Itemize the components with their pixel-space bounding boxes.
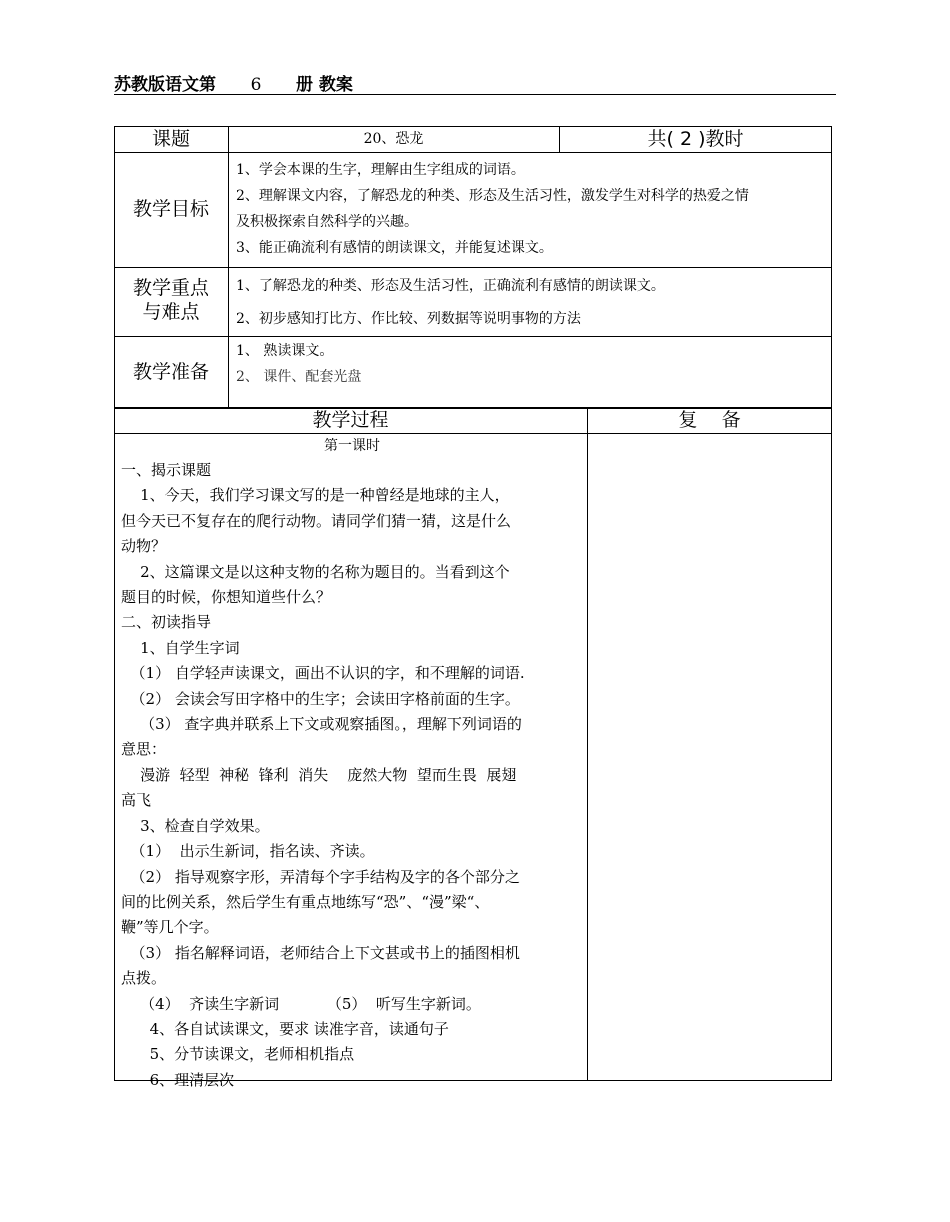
process-line: 题目的时候，你想知道些什么？ bbox=[121, 588, 332, 607]
objective-line: 2、理解课文内容，了解恐龙的种类、形态及生活习性，激发学生对科学的热爱之情 bbox=[236, 188, 749, 204]
process-line: 1、自学生字词 bbox=[121, 638, 240, 657]
process-line: 间的比例关系，然后学生有重点地练写“恐”、“漫”梁“、 bbox=[121, 892, 490, 911]
process-line: 2、这篇课文是以这种支物的名称为题目的。当看到这个 bbox=[121, 562, 510, 581]
process-line: 5、分节读课文，老师相机指点 bbox=[121, 1045, 355, 1064]
process-line: （1） 自学轻声读课文，画出不认识的字，和不理解的词语. bbox=[121, 664, 525, 683]
process-line: （3） 查字典并联系上下文或观察插图。，理解下列词语的 bbox=[121, 715, 522, 734]
topic-value: 20、恐龙 bbox=[363, 131, 424, 147]
header-prefix: 苏教版语文第 bbox=[114, 75, 216, 95]
process-line: 意思： bbox=[121, 740, 167, 759]
document-header bbox=[114, 68, 836, 95]
review-header: 复 备 bbox=[678, 409, 741, 431]
objectives-label: 教学目标 bbox=[132, 198, 209, 220]
preparation-line: 2、 课件、配套光盘 bbox=[236, 369, 362, 385]
key-point-line: 2、初步感知打比方、作比较、列数据等说明事物的方法 bbox=[236, 311, 581, 327]
process-line: 鞭”等几个字。 bbox=[121, 918, 219, 937]
process-line: 高飞 bbox=[121, 791, 152, 810]
objective-line: 及积极探索自然科学的兴趣。 bbox=[236, 214, 418, 230]
header-title bbox=[114, 70, 353, 95]
process-line: （3） 指名解释词语，老师结合上下文甚或书上的插图相机 bbox=[121, 943, 520, 962]
process-line: 点拨。 bbox=[121, 969, 167, 988]
preparation-content bbox=[236, 338, 828, 390]
topic-label: 课题 bbox=[151, 128, 190, 150]
book-number: 6 bbox=[216, 76, 296, 95]
process-line: （2） 指导观察字形，弄清每个字手结构及字的各个部分之 bbox=[121, 867, 520, 886]
session-title: 第一课时 bbox=[324, 438, 380, 454]
key-points-content bbox=[236, 270, 828, 336]
objective-line: 3、能正确流利有感情的朗读课文，并能复述课文。 bbox=[236, 240, 553, 256]
header-suffix: 册 教案 bbox=[296, 75, 353, 95]
key-points-label bbox=[114, 276, 228, 328]
key-point-line: 1、了解恐龙的种类、形态及生活习性，正确流利有感情的朗读课文。 bbox=[236, 278, 665, 294]
process-line: 但今天已不复存在的爬行动物。请同学们猜一猜，这是什么 bbox=[121, 511, 512, 530]
process-line: 二、初读指导 bbox=[121, 613, 212, 632]
process-line: 一、揭示课题 bbox=[121, 461, 212, 479]
process-line: （4） 齐读生字新词 （5） 听写生字新词。 bbox=[121, 994, 481, 1013]
key-points-label-line2: 与难点 bbox=[142, 301, 200, 323]
process-line: 6、理清层次 bbox=[121, 1070, 235, 1089]
process-line: （2） 会读会写田字格中的生字；会读田字格前面的生字。 bbox=[121, 689, 520, 708]
process-line: 4、各自试读课文，要求 读准字音，读通句子 bbox=[121, 1019, 449, 1038]
process-line: 漫游 轻型 神秘 锋利 消失 庞然大物 望而生畏 展翅 bbox=[121, 765, 517, 784]
process-line: 3、检查自学效果。 bbox=[121, 816, 270, 835]
process-line: 动物？ bbox=[121, 537, 167, 556]
lesson-hours: 共( 2 )教时 bbox=[647, 128, 744, 150]
objective-line: 1、学会本课的生字，理解由生字组成的词语。 bbox=[236, 162, 525, 178]
process-line: 1、今天，我们学习课文写的是一种曾经是地球的主人， bbox=[121, 486, 510, 505]
process-header: 教学过程 bbox=[312, 409, 389, 431]
process-line: （1） 出示生新词，指名读、齐读。 bbox=[121, 842, 375, 861]
preparation-line: 1、 熟读课文。 bbox=[236, 343, 334, 359]
process-content bbox=[121, 434, 583, 1093]
preparation-label: 教学准备 bbox=[132, 361, 209, 383]
key-points-label-line1: 教学重点 bbox=[132, 277, 209, 299]
review-notes-area bbox=[588, 434, 831, 1080]
objectives-content bbox=[236, 157, 828, 261]
